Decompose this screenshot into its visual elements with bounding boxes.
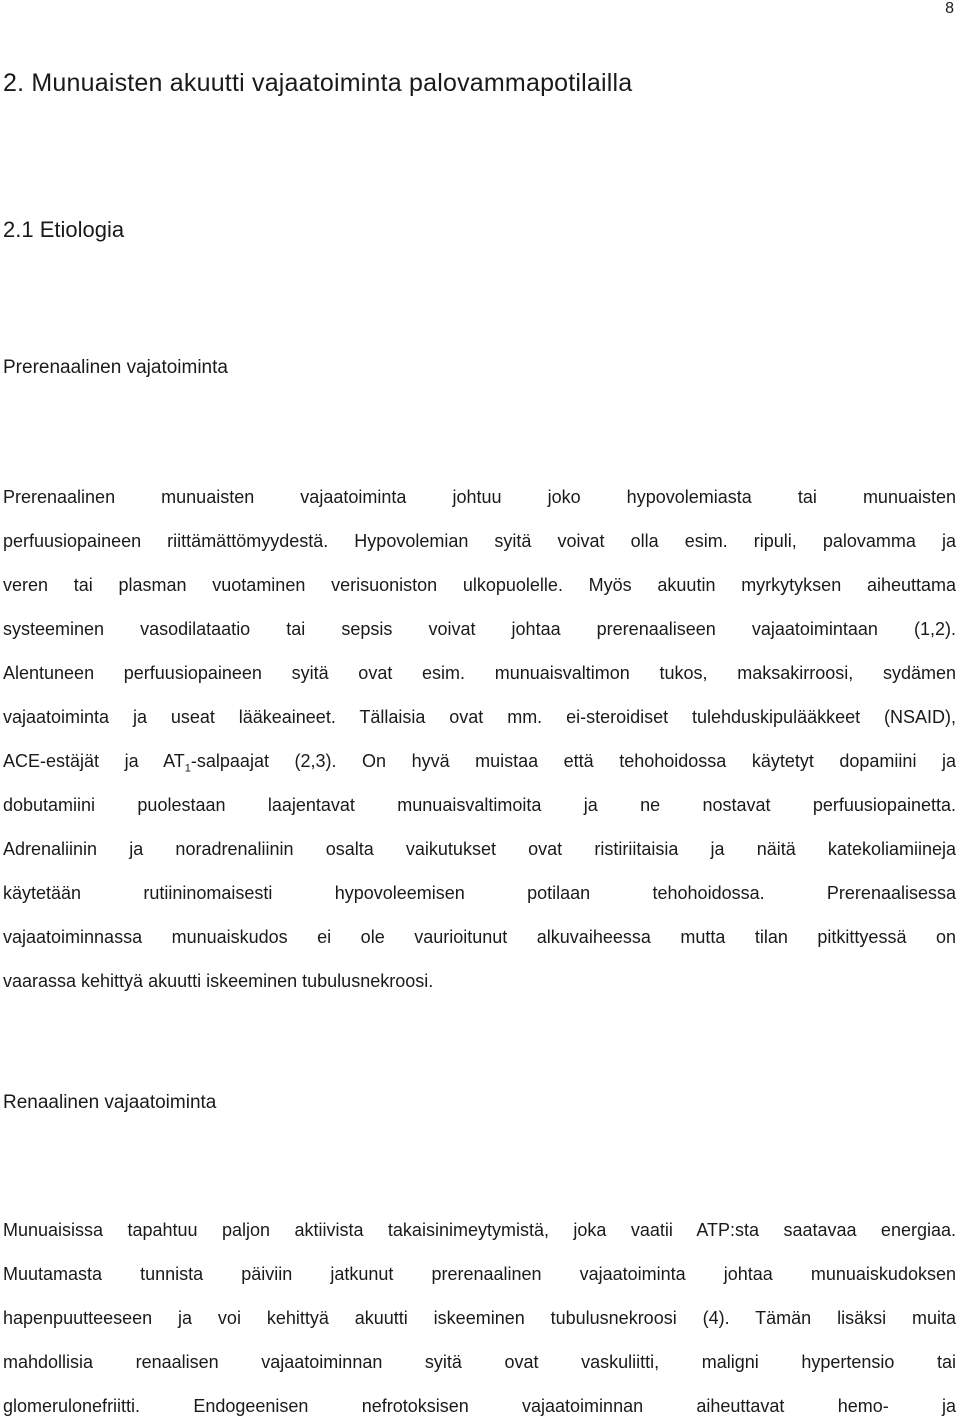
paragraph-line: vajaatoiminnassa munuaiskudos ei ole vaurioitunut alkuvaiheessa mutta tilan pitkittyessä on xyxy=(3,927,956,947)
paragraph-line: systeeminen vasodilataatio tai sepsis voivat johtaa prerenaaliseen vajaatoimintaan (1,2). xyxy=(3,619,956,639)
paragraph-line: käytetään rutiininomaisesti hypovoleemisen potilaan tehohoidossa. Prerenaalisessa xyxy=(3,883,956,903)
prerenal-paragraph xyxy=(3,475,956,1003)
renal-heading: Renaalinen vajaatoiminta xyxy=(3,1092,217,1113)
page-number: 8 xyxy=(945,0,954,17)
paragraph-line: perfuusiopaineen riittämättömyydestä. Hypovolemian syitä voivat olla esim. ripuli, palovamma ja xyxy=(3,531,956,551)
paragraph-line: dobutamiini puolestaan laajentavat munuaisvaltimoita ja ne nostavat perfuusiopainetta. xyxy=(3,795,956,815)
line-text: ACE-estäjät ja AT xyxy=(3,751,185,771)
line-text: -salpaajat (2,3). On hyvä muistaa että tehohoidossa käytetyt dopamiini ja xyxy=(190,751,956,771)
paragraph-line: mahdollisia renaalisen vajaatoiminnan syitä ovat vaskuliitti, maligni hypertensio tai xyxy=(3,1352,956,1372)
subscript: 1 xyxy=(184,762,191,775)
paragraph-line: vajaatoiminta ja useat lääkeaineet. Tällaisia ovat mm. ei-steroidiset tulehduskipulääkkeet (NSAID), xyxy=(3,707,956,727)
paragraph-line: hapenpuutteeseen ja voi kehittyä akuutti iskeeminen tubulusnekroosi (4). Tämän lisäksi muita xyxy=(3,1308,956,1328)
paragraph-line: Alentuneen perfuusiopaineen syitä ovat esim. munuaisvaltimon tukos, maksakirroosi, sydämen xyxy=(3,663,956,683)
paragraph-line: glomerulonefriitti. Endogeenisen nefrotoksisen vajaatoiminnan aiheuttavat hemo- ja xyxy=(3,1396,956,1416)
renal-paragraph xyxy=(3,1208,956,1428)
paragraph-line: veren tai plasman vuotaminen verisuoniston ulkopuolelle. Myös akuutin myrkytyksen aiheuttama xyxy=(3,575,956,595)
paragraph-line xyxy=(3,739,956,783)
prerenal-heading: Prerenaalinen vajatoiminta xyxy=(3,357,228,378)
paragraph-line: Muutamasta tunnista päiviin jatkunut prerenaalinen vajaatoiminta johtaa munuaiskudoksen xyxy=(3,1264,956,1284)
paragraph-line: Munuaisissa tapahtuu paljon aktiivista takaisinimeytymistä, joka vaatii ATP:sta saatavaa energiaa. xyxy=(3,1220,956,1240)
paragraph-line: Adrenaliinin ja noradrenaliinin osalta vaikutukset ovat ristiriitaisia ja näitä katekoliamiineja xyxy=(3,839,956,859)
chapter-title: 2. Munuaisten akuutti vajaatoiminta palovammapotilailla xyxy=(3,69,633,97)
section-title: 2.1 Etiologia xyxy=(3,217,125,242)
paragraph-line: Prerenaalinen munuaisten vajaatoiminta johtuu joko hypovolemiasta tai munuaisten xyxy=(3,487,956,507)
paragraph-line: vaarassa kehittyä akuutti iskeeminen tubulusnekroosi. xyxy=(3,971,434,991)
